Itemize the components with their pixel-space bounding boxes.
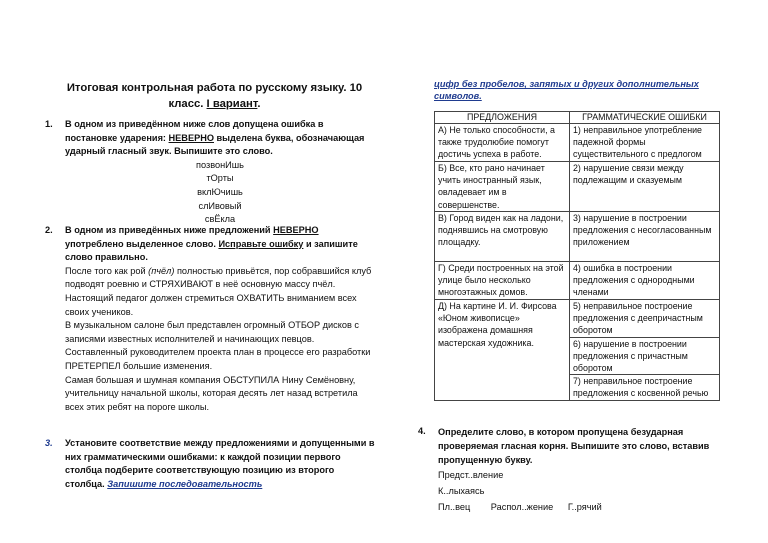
title-variant: I вариант: [206, 98, 258, 110]
q2-text-part: В одном из приведённых ниже предложений: [65, 225, 274, 235]
list-item: позвонИшь: [196, 159, 244, 170]
table-row: [435, 212, 720, 262]
list-item: Г..рячий: [567, 502, 602, 512]
title-class: класс.: [168, 98, 207, 110]
table-header-errors: ГРАММАТИЧЕСКИЕ ОШИБКИ: [570, 112, 720, 124]
table-row: [435, 262, 720, 300]
table-cell-sentence: А) Не только способности, а также трудолюбие помогут достичь успеха в работе.: [435, 124, 570, 162]
table-cell-error: 2) нарушение связи между подлежащим и сказуемым: [570, 162, 720, 212]
q2-sentence-1: [65, 265, 375, 292]
matching-table: [434, 111, 720, 401]
q2-text-underlined: НЕВЕРНО: [273, 225, 319, 235]
question-2: [45, 224, 375, 414]
table-row: [435, 162, 720, 212]
list-item: слИвовый: [198, 200, 242, 211]
q2-s1-italic: (пчёл): [148, 265, 175, 276]
q3-text-emphasis: Запишите последовательность: [107, 478, 263, 489]
q1-word-list: [65, 159, 375, 227]
list-item: Предст..вление: [438, 470, 504, 480]
q3-continuation: цифр без пробелов, запятых и других дополнительных символов.: [434, 79, 699, 101]
question-number: 3.: [45, 438, 53, 448]
q2-sentence-3: В музыкальном салоне был представлен огромный ОТБОР дисков с записями известных исполнителей и начинающих певцов.: [65, 320, 359, 344]
table-cell-sentence: Г) Среди построенных на этой улице было несколько многоэтажных домов.: [435, 262, 570, 300]
table-cell-sentence: В) Город виден как на ладони, поднявшись на смотровую площадку.: [435, 212, 570, 262]
table-cell-error: 3) нарушение в построении предложения с несогласованным приложением: [570, 212, 720, 262]
q4-word-row: [438, 499, 732, 515]
list-item: Пл..вец: [438, 502, 471, 512]
question-number: 4.: [418, 426, 426, 436]
q2-sentence-5: Самая большая и шумная компания ОБСТУПИЛА Нину Семёновну, учительницу начальной школы, которая десять лет назад встретила всех этих ребят на пороге школы.: [65, 374, 358, 412]
page-title: [52, 80, 377, 112]
table-cell-error: 4) ошибка в построении предложения с однородными членами: [570, 262, 720, 300]
table-cell-error: 5) неправильное построение предложения с деепричастным оборотом: [570, 300, 719, 338]
error-group: [570, 300, 719, 400]
table-row: [435, 300, 720, 401]
q2-sentence-2: Настоящий педагог должен стремиться ОХВАТИТЬ вниманием всех своих учеников.: [65, 292, 357, 317]
table-cell-error: 1) неправильное употребление падежной формы существительного с предлогом: [570, 124, 720, 162]
q2-s1-part: После того как рой: [65, 265, 149, 276]
table-cell-sentence: Д) На картине И. И. Фирсова «Юном живописце» изображена домашняя мастерская художника.: [435, 300, 570, 401]
q1-text-part: В одном из приведённом ниже слов допущена ошибка в постановке ударения:: [65, 119, 324, 143]
question-1-text: [65, 118, 375, 159]
question-number: 1.: [45, 119, 53, 129]
q2-text-part: и запишите слово правильно.: [65, 238, 358, 263]
list-item: Распол..жение: [490, 502, 554, 512]
q2-s1-part: полностью привьётся, пор собравшийся клуб подводят роевню и СТРЯХИВАЮТ в неё основную массу пчёл.: [65, 265, 372, 290]
q2-text-underlined: Исправьте ошибку: [218, 238, 304, 249]
question-4-text: Определите слово, в котором пропущена безударная проверяемая гласная корня. Выпишите это слово, вставив пропущенную букву.: [438, 427, 710, 465]
q2-sentence-4: Составленный руководителем проекта план в процессе его разработки ПРЕТЕРПЕЛ большие изменения.: [65, 347, 371, 371]
list-item: вклЮчишь: [197, 186, 243, 197]
q3-text-part: Установите соответствие между предложениями и допущенными в них грамматическими ошибками: к каждой позиции первого столбца подберите соответствующую позицию из второго столбца.: [65, 438, 375, 489]
q1-text-part: выделена буква, обозначающая ударный гласный звук. Выпишите это слово.: [65, 132, 365, 157]
q2-text-part: употреблено выделенное слово.: [65, 238, 219, 249]
question-4: [418, 425, 732, 515]
table-cell-error: 6) нарушение в построении предложения с причастным оборотом: [570, 338, 719, 376]
q4-word-list: [432, 467, 732, 515]
q1-text-underlined: НЕВЕРНО: [168, 132, 214, 143]
question-3: [45, 437, 375, 491]
table-cell-error-group: [570, 300, 720, 401]
table-header-sentences: ПРЕДЛОЖЕНИЯ: [435, 112, 570, 124]
table-cell-error: 7) неправильное построение предложения с косвенной речью: [573, 376, 709, 399]
title-line1: Итоговая контрольная работа по русскому языку. 10: [66, 82, 363, 94]
question-3-text: [65, 437, 375, 491]
title-line2: [52, 96, 377, 112]
list-item: свЁкла: [204, 214, 236, 225]
question-number: 2.: [45, 225, 53, 235]
list-item: К..лыхаясь: [438, 486, 485, 496]
title-dot: .: [257, 98, 261, 110]
table-row: [435, 124, 720, 162]
question-1: [45, 118, 375, 227]
question-2-text: [65, 224, 375, 265]
table-cell-sentence: Б) Все, кто рано начинает учить иностранный язык, овладевает им в совершенстве.: [435, 162, 570, 212]
list-item: тОрты: [206, 173, 234, 184]
